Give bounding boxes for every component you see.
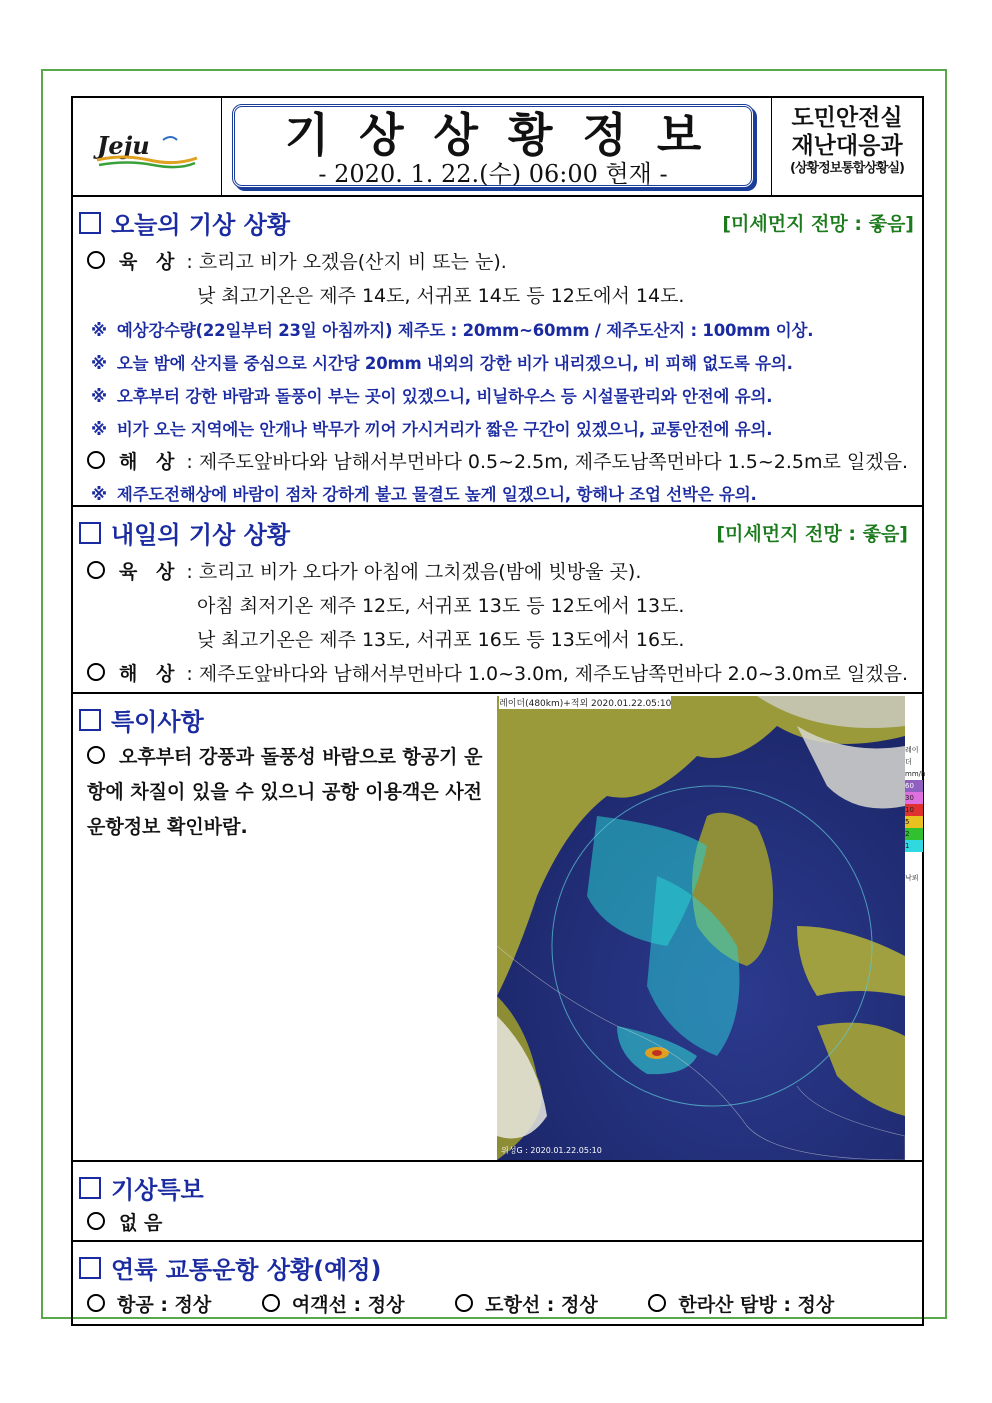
checkbox-icon — [79, 709, 101, 731]
radar-footer: 위성G : 2020.01.22.05:10 — [501, 1146, 602, 1155]
dept-line1: 도민안전실 — [791, 105, 903, 131]
today-heading: 오늘의 기상 상황 — [79, 205, 290, 240]
tomorrow-land-line3: 낮 최고기온은 제주 13도, 서귀포 16도 등 13도에서 16도. — [197, 629, 685, 651]
circle-bullet-icon — [87, 251, 105, 269]
checkbox-icon — [79, 1177, 101, 1199]
today-section — [71, 197, 924, 507]
today-dust: [미세먼지 전망 : 좋음] — [722, 213, 914, 235]
radar-map — [497, 696, 905, 1160]
circle-bullet-icon — [87, 561, 105, 579]
circle-bullet-icon — [262, 1294, 280, 1312]
special-section — [71, 694, 924, 1162]
circle-bullet-icon — [87, 746, 105, 764]
title-box — [232, 104, 754, 188]
transport-item-island-ferry: 도항선 : 정상 — [455, 1294, 598, 1316]
today-note-4: ※ 비가 오는 지역에는 안개나 박무가 끼어 가시거리가 짧은 구간이 있겠으니, 교통안전에 유의. — [91, 420, 773, 439]
today-note-2: ※ 오늘 밤에 산지를 중심으로 시간당 20mm 내외의 강한 비가 내리겠으니, 비 피해 없도록 유의. — [91, 354, 793, 373]
radar-satellite-image — [497, 696, 905, 1160]
today-sea-line: 해 상 : 제주도앞바다와 남해서부먼바다 0.5~2.5m, 제주도남쪽먼바다 1.5~2.5m로 일겠음. — [87, 447, 908, 474]
legend-title: 레이더 — [905, 746, 919, 766]
legend-value: 10 — [905, 804, 923, 816]
dept-line3: (상황정보통합상황실) — [790, 161, 904, 176]
tomorrow-land-line: 육 상 : 흐리고 비가 오다가 아침에 그치겠음(밤에 빗방울 곳). — [87, 557, 641, 584]
legend-value: 5 — [905, 816, 923, 828]
circle-bullet-icon — [648, 1294, 666, 1312]
weather-report — [71, 96, 924, 1326]
logo-cell — [73, 98, 222, 195]
today-land-line2: 낮 최고기온은 제주 14도, 서귀포 14도 등 12도에서 14도. — [197, 285, 685, 307]
transport-item-ferry: 여객선 : 정상 — [262, 1294, 405, 1316]
today-land-line: 육 상 : 흐리고 비가 오겠음(산지 비 또는 눈). — [87, 247, 507, 274]
checkbox-icon — [79, 522, 101, 544]
checkbox-icon — [79, 212, 101, 234]
circle-bullet-icon — [87, 451, 105, 469]
header — [71, 96, 924, 197]
transport-item-hallasan: 한라산 탐방 : 정상 — [648, 1294, 834, 1316]
circle-bullet-icon — [87, 1294, 105, 1312]
warning-section — [71, 1162, 924, 1242]
tomorrow-dust: [미세먼지 전망 : 좋음] — [716, 523, 908, 545]
circle-bullet-icon — [455, 1294, 473, 1312]
tomorrow-heading: 내일의 기상 상황 — [79, 515, 290, 550]
legend-lightning: 낙뢰 — [905, 874, 919, 882]
circle-bullet-icon — [87, 1212, 105, 1230]
today-note-3: ※ 오후부터 강한 바람과 돌풍이 부는 곳이 있겠으니, 비닐하우스 등 시설물관리와 안전에 유의. — [91, 387, 773, 406]
legend-value: 1 — [905, 840, 923, 852]
transport-item-air: 항공 : 정상 — [87, 1294, 211, 1316]
tomorrow-section — [71, 507, 924, 694]
svg-text:Jeju: Jeju — [97, 131, 150, 160]
department-cell — [772, 98, 922, 195]
warning-line: 없 음 — [87, 1208, 162, 1235]
special-text: 오후부터 강풍과 돌풍성 바람으로 항공기 운항에 차질이 있을 수 있으니 공항 이용객은 사전 운항정보 확인바람. — [87, 746, 483, 838]
dept-line2: 재난대응과 — [791, 133, 903, 159]
tomorrow-sea-line: 해 상 : 제주도앞바다와 남해서부먼바다 1.0~3.0m, 제주도남쪽먼바다 2.0~3.0m로 일겠음. — [87, 659, 908, 686]
tomorrow-land-line2: 아침 최저기온 제주 12도, 서귀포 13도 등 12도에서 13도. — [197, 595, 685, 617]
jeju-logo — [93, 130, 201, 170]
checkbox-icon — [79, 1257, 101, 1279]
special-heading: 특이사항 — [79, 702, 204, 737]
today-note-1: ※ 예상강수량(22일부터 23일 아침까지) 제주도 : 20mm~60mm / 제주도산지 : 100mm 이상. — [91, 321, 814, 340]
radar-caption: 레이더(480km)+적외 2020.01.22.05:10 — [499, 696, 671, 709]
transport-section — [71, 1242, 924, 1326]
report-date: - 2020. 1. 22.(수) 06:00 현재 - — [318, 160, 668, 188]
transport-status — [87, 1290, 834, 1317]
legend-value: 60 — [905, 780, 923, 792]
warning-heading: 기상특보 — [79, 1170, 204, 1205]
legend-value: 30 — [905, 792, 923, 804]
title-cell — [222, 98, 772, 195]
legend-unit: mm/h — [905, 770, 926, 778]
radar-legend — [905, 744, 926, 884]
today-sea-note: ※ 제주도전해상에 바람이 점차 강하게 불고 물결도 높게 일겠으니, 항해나 조업 선박은 유의. — [91, 485, 757, 504]
legend-value: 2 — [905, 828, 923, 840]
circle-bullet-icon — [87, 663, 105, 681]
page-title: 기상상황정보 — [284, 108, 732, 162]
transport-heading: 연륙 교통운항 상황(예정) — [79, 1250, 382, 1285]
